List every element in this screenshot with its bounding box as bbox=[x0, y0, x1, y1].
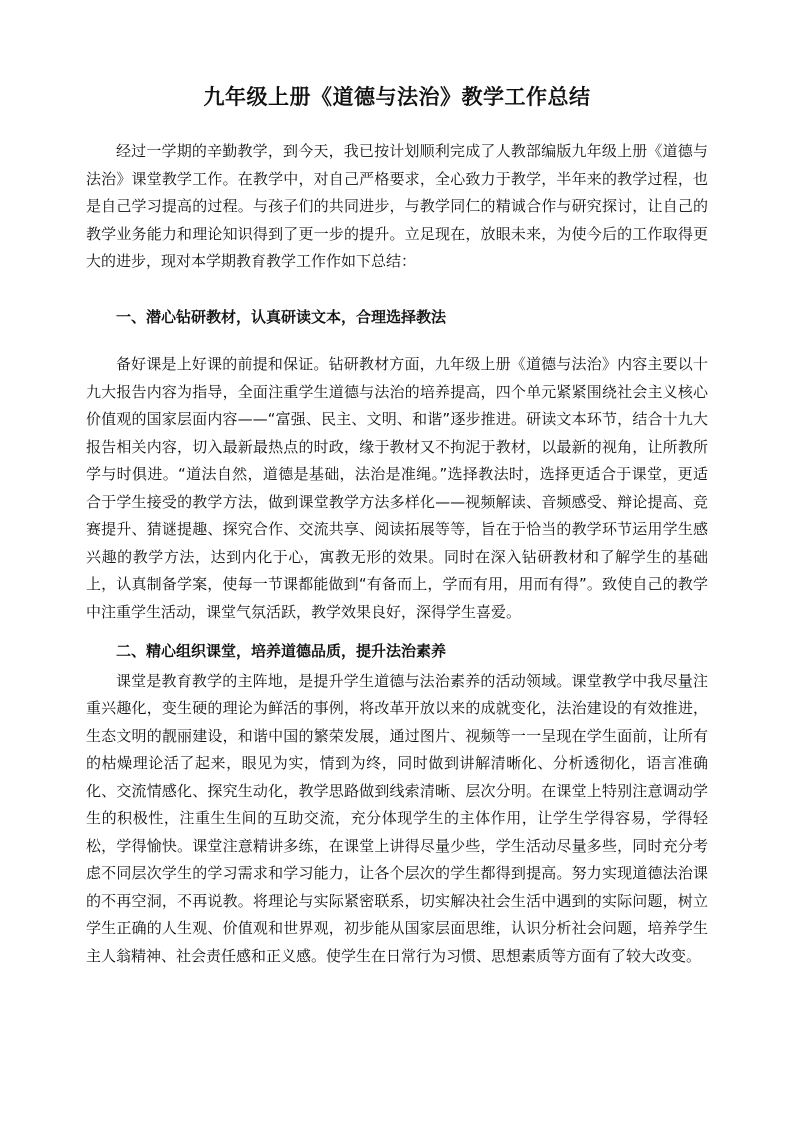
section-heading-1: 一、潜心钻研教材，认真研读文本，合理选择教法 bbox=[116, 307, 447, 326]
section-heading-2: 二、精心组织课堂，培养道德品质，提升法治素养 bbox=[116, 642, 447, 660]
section-body-2: 课堂是教育教学的主阵地，是提升学生道德与法治素养的活动领域。课堂教学中我尽量注重兴趣化，变生硬的理论为鲜活的事例，将改革开放以来的成就变化，法治建设的有效推进，生态文明的靓丽建设，和谐中国的繁荣发展，通过图片、视频等一一呈现在学生面前，让所有的枯燥理论活了起来，眼见为实，情到为终，同时做到讲解清晰化、分析透彻化，语言准确化、交流情感化、探究生动化，教学思路做到线索清晰、层次分明。在课堂上特别注意调动学生的积极性，注重生生间的互助交流，充分体现学生的主体作用，让学生学得容易，学得轻松，学得愉快。课堂注意精讲多练，在课堂上讲得尽量少些，学生活动尽量多些，同时充分考虑不同层次学生的学习需求和学习能力，让各个层次的学生都得到提高。努力实现道德法治课的不再空洞，不再说教。将理论与实际紧密联系，切实解决社会生活中遇到的实际问题，树立学生正确的人生观、价值观和世界观，初步能从国家层面思维，认识分析社会问题，培养学生主人翁精神、社会责任感和正义感。使学生在日常行为习惯、思想素质等方面有了较大改变。 bbox=[86, 671, 708, 965]
spacer bbox=[86, 626, 708, 638]
section-body-1: 备好课是上好课的前提和保证。钻研教材方面，九年级上册《道德与法治》内容主要以十九大报告内容为指导，全面注重学生道德与法治的培养提高，四个单元紧紧围绕社会主义核心价值观的国家层面内容——“富强、民主、文明、和谐”逐步推进。研读文本环节，结合十九大报告相关内容，切入最新最热点的时政，缘于教材又不拘泥于教材，以最新的视角，让所教所学与时俱进。“道法自然，道德是基础，法治是准绳。”选择教法时，选择更适合于课堂，更适合于学生接受的教学方法，做到课堂教学方法多样化——视频解读、音频感受、辩论提高、竞赛提升、猜谜提趣、探究合作、交流共享、阅读拓展等等，旨在于恰当的教学环节运用学生感兴趣的教学方法，达到内化于心，寓教无形的效果。同时在深入钻研教材和了解学生的基础上，认真制备学案，使每一节课都能做到“有备而上，学而有用，用而有得”。致使自己的教学中注重学生活动，课堂气氛活跃，教学效果良好，深得学生喜爱。 bbox=[86, 355, 708, 621]
spacer bbox=[86, 331, 708, 351]
page-title: 九年级上册《道德与法治》教学工作总结 bbox=[203, 84, 591, 109]
intro-paragraph: 经过一学期的辛勤教学，到今天，我已按计划顺利完成了人教部编版九年级上册《道德与法治》课堂教学工作。在教学中，对自己严格要求，全心致力于教学，半年来的教学过程，也是自己学习提高的过程。与孩子们的共同进步，与教学同仁的精诚合作与研究探讨，让自己的教学业务能力和理论知识得到了更一步的提升。立足现在，放眼未来，为使今后的工作取得更大的进步，现对本学期教育教学工作作如下总结： bbox=[86, 142, 708, 270]
spacer bbox=[86, 276, 708, 304]
